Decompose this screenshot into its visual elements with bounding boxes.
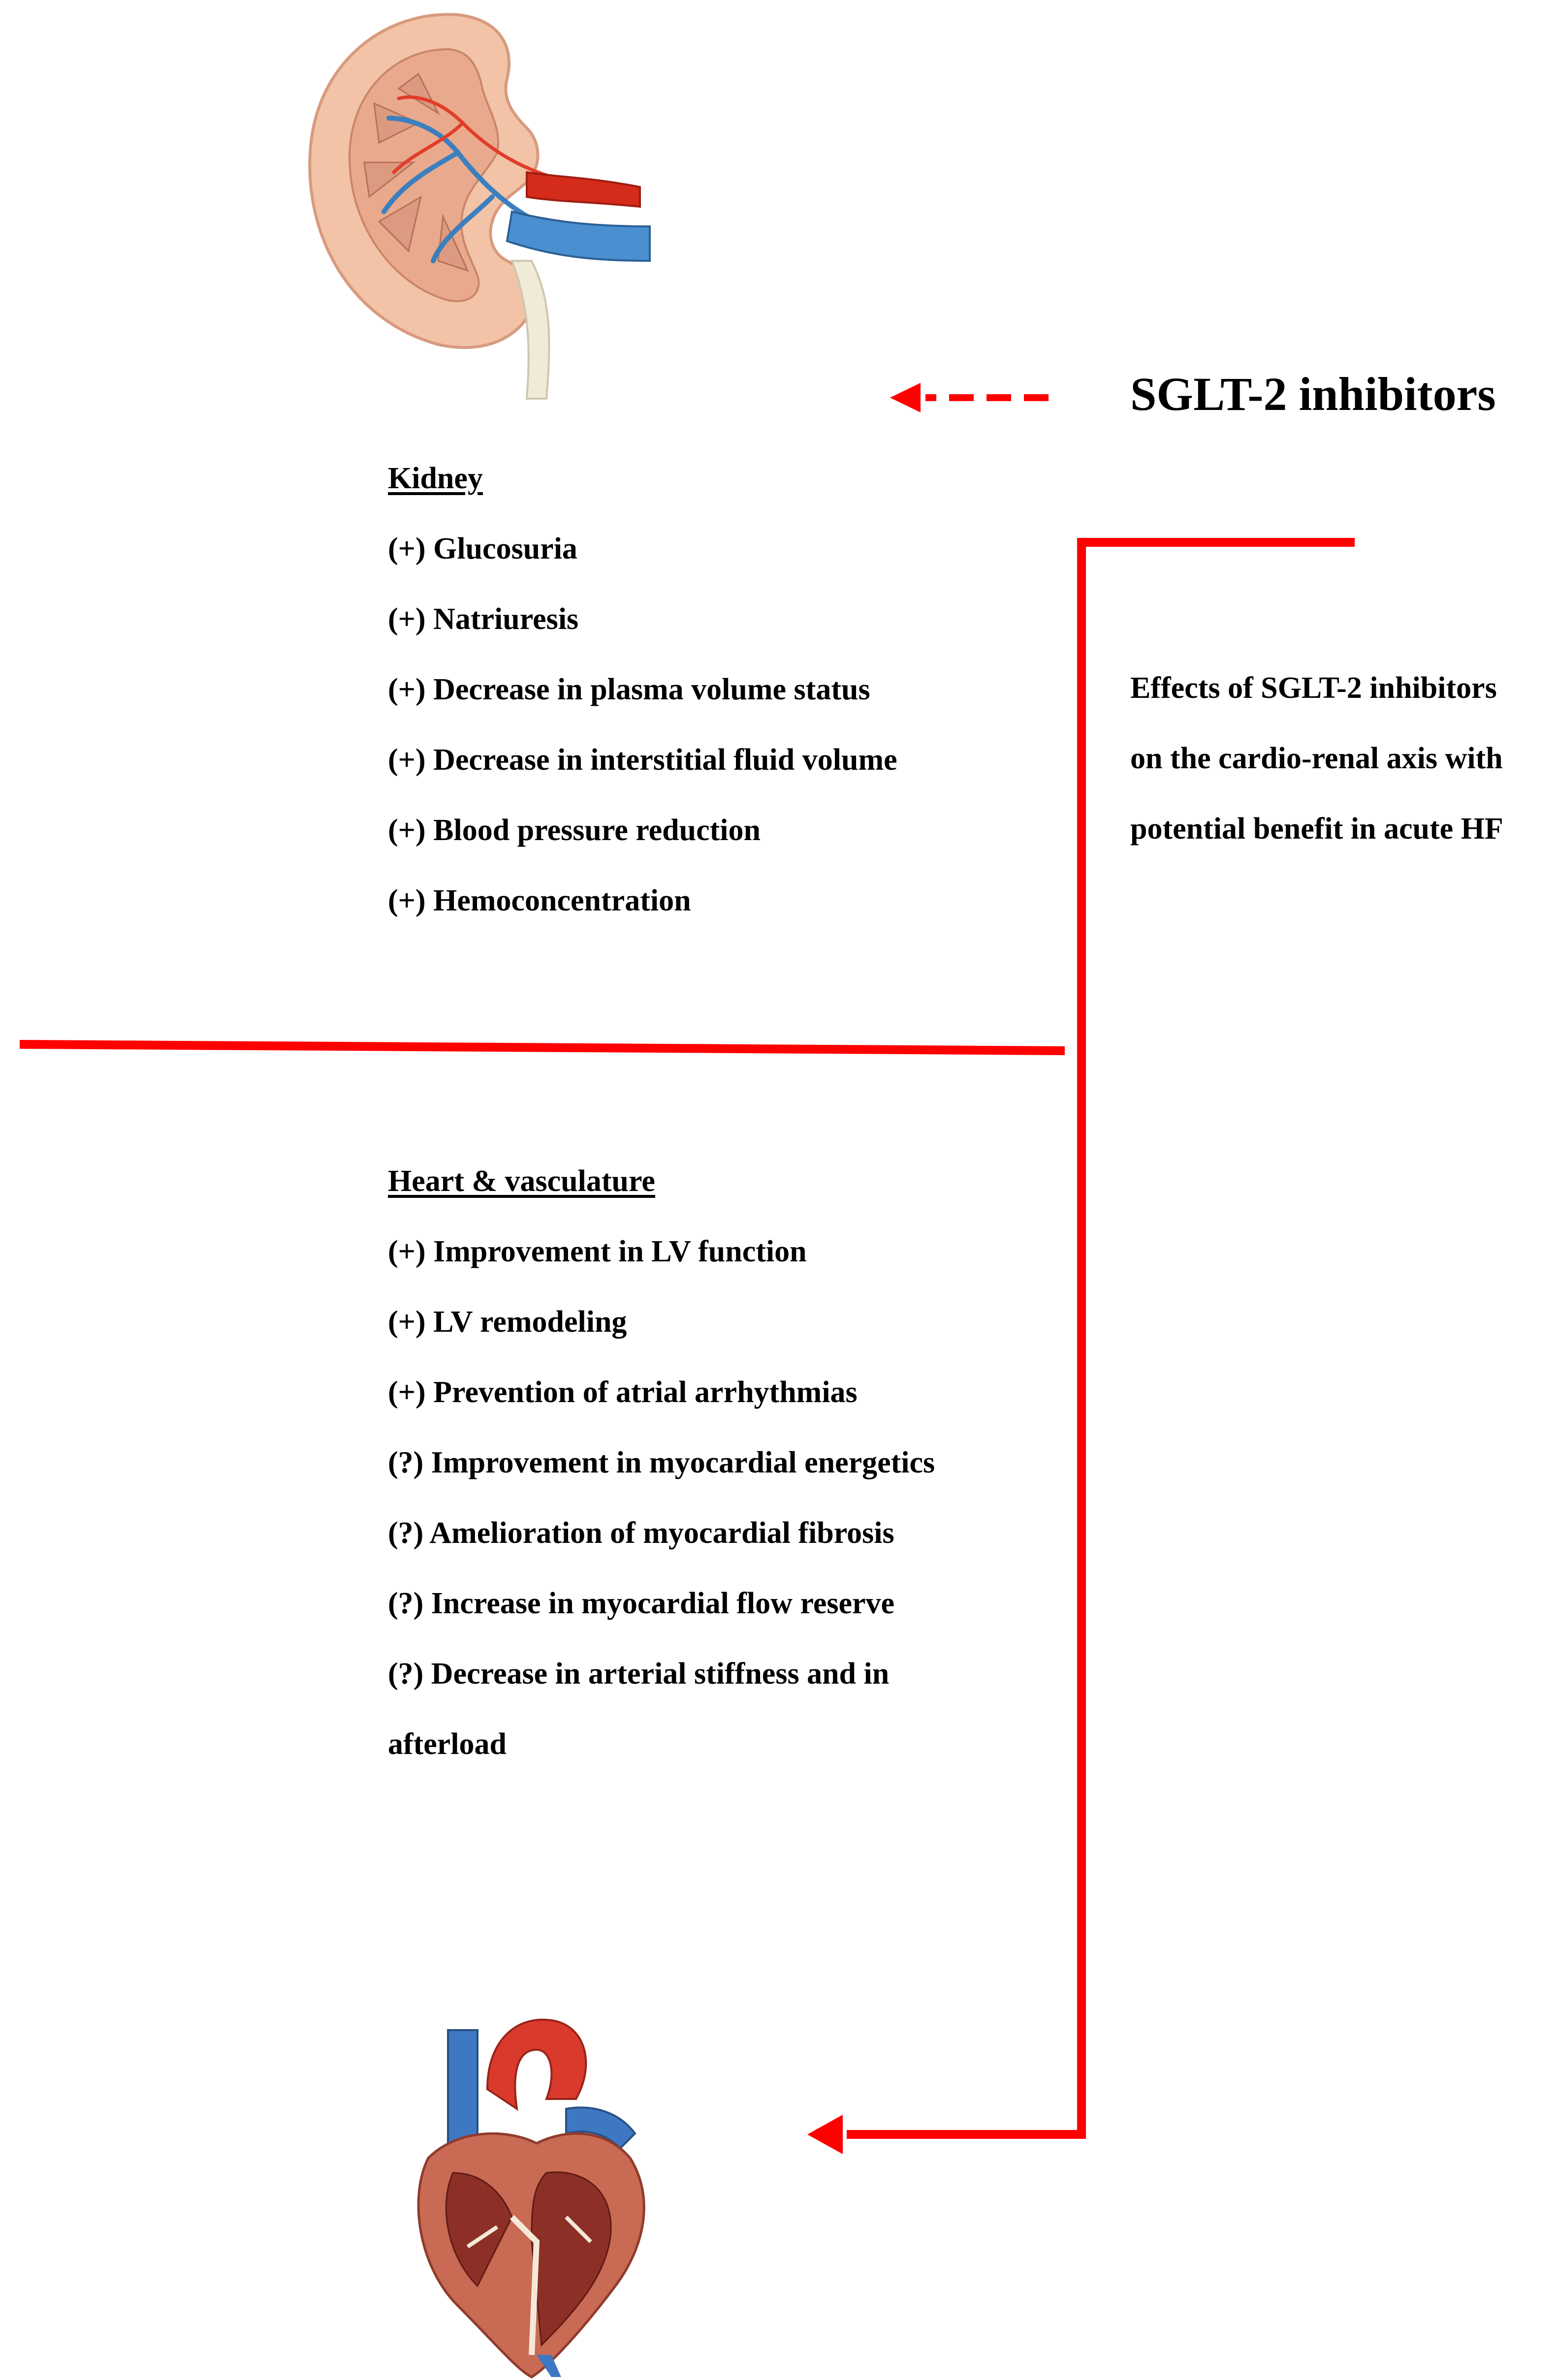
dashed-arrow [890, 383, 1049, 412]
section-divider [20, 1044, 1065, 1051]
list-item: (+) Hemoconcentration [388, 884, 691, 917]
list-item: (?) Increase in myocardial flow reserve [388, 1587, 895, 1620]
kidney-heading: Kidney [388, 462, 483, 495]
list-item: afterload [388, 1727, 507, 1761]
list-item: (+) Natriuresis [388, 602, 579, 636]
heart-effects [388, 1146, 935, 1780]
list-item: (+) Improvement in LV function [388, 1235, 807, 1268]
list-item: (?) Amelioration of myocardial fibrosis [388, 1516, 894, 1550]
heart-arrowhead [807, 2115, 843, 2154]
list-item: (+) Prevention of atrial arrhythmias [388, 1376, 858, 1409]
heart-illustration [389, 2010, 674, 2380]
list-item: (+) LV remodeling [388, 1305, 627, 1339]
kidney-effects [388, 443, 897, 936]
side-note [1130, 653, 1503, 864]
list-item: (+) Decrease in plasma volume status [388, 673, 870, 706]
list-item: (+) Blood pressure reduction [388, 814, 761, 847]
title: SGLT-2 inhibitors [1130, 368, 1496, 420]
list-item: (?) Decrease in arterial stiffness and in [388, 1657, 890, 1691]
list-item: (+) Decrease in interstitial fluid volume [388, 743, 897, 777]
side-note-line: on the cardio-renal axis with [1130, 742, 1503, 775]
list-item: (?) Improvement in myocardial energetics [388, 1446, 935, 1479]
side-note-line: potential benefit in acute HF [1130, 812, 1503, 846]
side-note-line: Effects of SGLT-2 inhibitors [1130, 671, 1497, 705]
kidney-illustration [295, 5, 679, 408]
list-item: (+) Glucosuria [388, 532, 577, 565]
heart-heading: Heart & vasculature [388, 1164, 655, 1198]
